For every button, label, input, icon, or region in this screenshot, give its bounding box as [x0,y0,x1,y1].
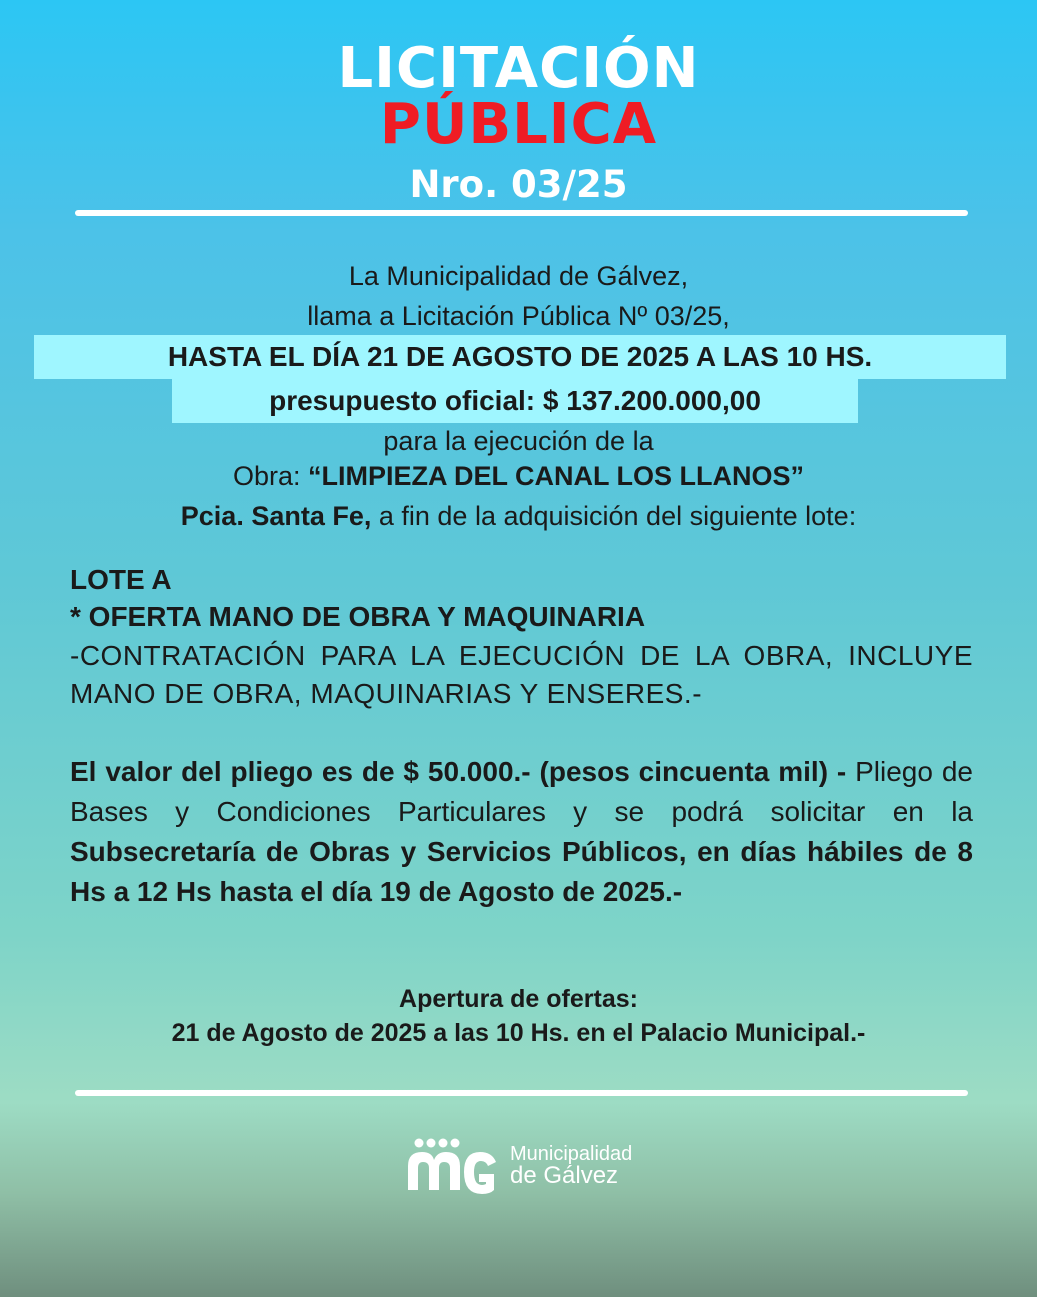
intro-line-1: La Municipalidad de Gálvez, [348,261,689,291]
province-line [0,498,1037,534]
pliego-office: Subsecretaría de Obras y Servicios Públicos, en días hábiles de 8 Hs a 12 Hs hasta el día 19 de Agosto de 2025.- [70,836,973,907]
lote-description: -CONTRATACIÓN PARA LA EJECUCIÓN DE LA OBRA, INCLUYE MANO DE OBRA, MAQUINARIAS Y ENSERES.- [70,640,973,709]
logo-line-1: Municipalidad [510,1143,633,1165]
obra-name: “LIMPIEZA DEL CANAL LOS LLANOS” [308,461,805,491]
pliego-paragraph [70,752,973,912]
intro-line-3: para la ejecución de la [383,426,654,456]
pliego-price: El valor del pliego es de $ 50.000.- (pesos cincuenta mil) - [70,756,847,787]
deadline-highlight: HASTA EL DÍA 21 DE AGOSTO DE 2025 A LAS 10 HS. [34,335,1006,379]
title-licitacion: LICITACIÓN [337,36,700,101]
lote-title: LOTE A [70,564,172,595]
mg-logo-icon [406,1138,506,1198]
logo-line-2: de Gálvez [510,1162,619,1189]
intro-line-2: llama a Licitación Pública Nº 03/25, [307,301,730,331]
province-line-rest: a fin de la adquisición del siguiente lote: [371,501,857,531]
lote-offer: * OFERTA MANO DE OBRA Y MAQUINARIA [70,601,646,632]
budget-highlight: presupuesto oficial: $ 137.200.000,00 [172,379,858,423]
municipality-logo [406,1138,646,1198]
obra-line [0,458,1037,494]
pliego-text: Pliego de Bases y Condiciones Particulares y se podrá solicitar en la [70,756,973,827]
apertura-label: Apertura de ofertas: [399,985,638,1013]
province: Pcia. Santa Fe, [180,501,372,531]
title-publica: PÚBLICA [379,92,658,157]
bottom-divider [75,1090,968,1096]
logo-text [510,1143,633,1189]
title-number: Nro. 03/25 [409,163,628,206]
obra-prefix: Obra: [232,461,308,491]
top-divider [75,210,968,216]
apertura-detail: 21 de Agosto de 2025 a las 10 Hs. en el Palacio Municipal.- [171,1019,866,1047]
